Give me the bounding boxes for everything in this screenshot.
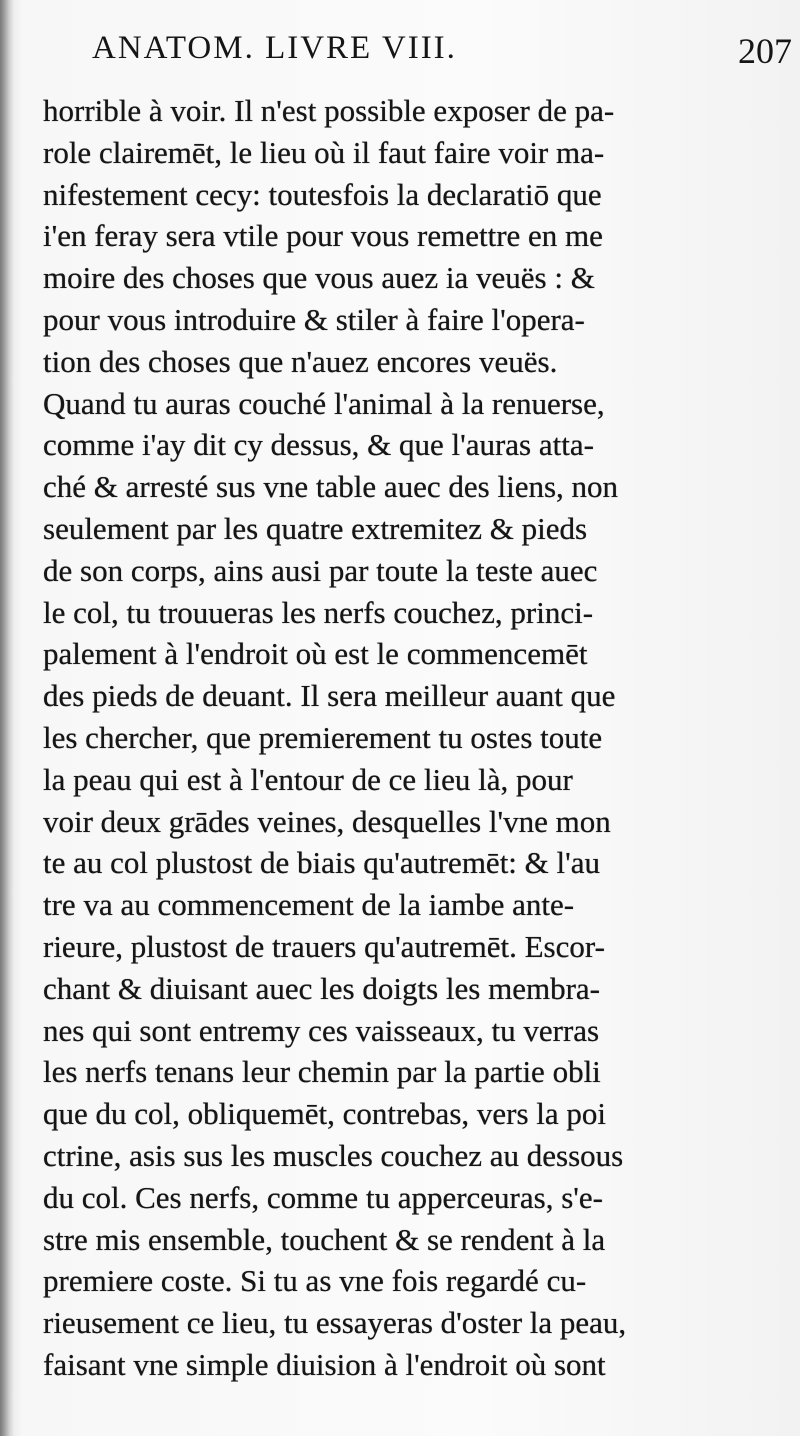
text-line: Quand tu auras couché l'animal à la renuerse, bbox=[43, 385, 605, 421]
text-line: tion des choses que n'auez encores veuës. bbox=[43, 343, 558, 379]
page-header bbox=[92, 30, 792, 78]
text-line: nifestement cecy: toutesfois la declaratiō que bbox=[43, 176, 602, 212]
text-line: chant & diuisant auec les doigts les membra- bbox=[43, 970, 600, 1006]
text-line: les chercher, que premierement tu ostes toute bbox=[43, 719, 603, 755]
text-line: comme i'ay dit cy dessus, & que l'auras atta- bbox=[43, 427, 594, 463]
text-line: palement à l'endroit où est le commencemēt bbox=[43, 636, 588, 672]
text-line: faisant vne simple diuision à l'endroit où sont bbox=[43, 1346, 606, 1382]
text-line: te au col plustost de biais qu'autremēt: & l'au bbox=[43, 845, 600, 881]
text-line: i'en feray sera vtile pour vous remettre en me bbox=[43, 218, 603, 254]
running-title: ANATOM. LIVRE VIII. bbox=[92, 30, 457, 66]
text-line: ché & arresté sus vne table auec des liens, non bbox=[43, 469, 619, 505]
body-text bbox=[43, 90, 739, 1386]
text-line: seulement par les quatre extremitez & pieds bbox=[43, 510, 588, 546]
text-line: que du col, obliquemēt, contrebas, vers la poi bbox=[43, 1096, 607, 1132]
text-line: premiere coste. Si tu as vne fois regardé cu- bbox=[43, 1263, 587, 1299]
text-line: stre mis ensemble, touchent & se rendent à la bbox=[43, 1221, 606, 1257]
text-line: tre va au commencement de la iambe ante- bbox=[43, 887, 575, 923]
text-line: voir deux grādes veines, desquelles l'vne mon bbox=[43, 803, 611, 839]
text-line: le col, tu trouueras les nerfs couchez, princi- bbox=[43, 594, 594, 630]
text-line: rieure, plustost de trauers qu'autremēt. Escor- bbox=[43, 928, 605, 964]
text-line: nes qui sont entremy ces vaisseaux, tu verras bbox=[43, 1012, 600, 1048]
text-line: de son corps, ains ausi par toute la teste auec bbox=[43, 552, 598, 588]
text-line: role clairemēt, le lieu où il faut faire voir ma- bbox=[43, 134, 605, 170]
text-line: ctrine, asis sus les muscles couchez au dessous bbox=[43, 1137, 624, 1173]
text-line: rieusement ce lieu, tu essayeras d'oster la peau, bbox=[43, 1305, 627, 1341]
text-line: la peau qui est à l'entour de ce lieu là, pour bbox=[43, 761, 573, 797]
text-line: des pieds de deuant. Il sera meilleur auant que bbox=[43, 678, 616, 714]
page-number: 207 bbox=[738, 31, 792, 71]
text-line: horrible à voir. Il n'est possible exposer de pa- bbox=[43, 93, 615, 128]
gutter-shadow bbox=[0, 0, 14, 1436]
text-line: moire des choses que vous auez ia veuës : & bbox=[43, 260, 595, 296]
text-line: les nerfs tenans leur chemin par la partie obli bbox=[43, 1054, 601, 1090]
text-line: pour vous introduire & stiler à faire l'opera- bbox=[43, 301, 585, 337]
text-line: du col. Ces nerfs, comme tu apperceuras, s'e- bbox=[43, 1179, 603, 1215]
